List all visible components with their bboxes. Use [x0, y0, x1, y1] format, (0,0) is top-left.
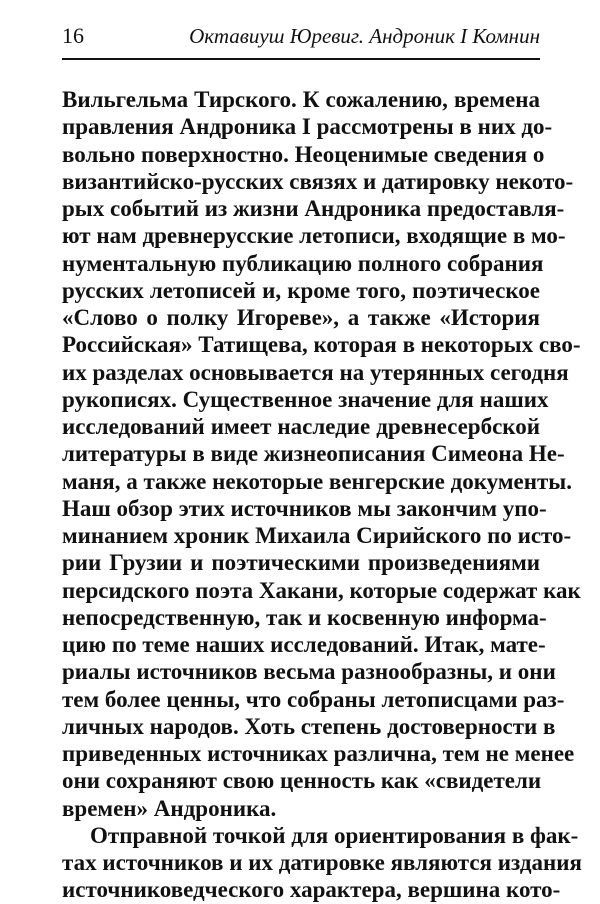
text-line: личных народов. Хоть степень достоверности в	[62, 713, 556, 739]
text-line: правления Андроника I рассмотрены в них до-	[62, 114, 553, 140]
text-line: они сохраняют свою ценность как «свидетели	[62, 768, 542, 794]
running-title: Октавиуш Юревиг. Андроник I Комнин	[189, 24, 540, 48]
text-line: времен» Андроника.	[62, 795, 277, 821]
text-line: приведенных источниках различна, тем не менее	[62, 741, 575, 766]
text-line: источниковедческого характера, вершина кото-	[62, 877, 561, 903]
text-line: рых событий из жизни Андроника предоставля-	[62, 196, 565, 221]
text-line: ют нам древнерусские летописи, входящие в мо-	[62, 223, 566, 249]
text-line: персидского поэта Хакани, которые содержат как	[62, 577, 581, 603]
text-line: Вильгельма Тирского. К сожалению, времена	[62, 87, 540, 112]
text-line: непосредственную, так и косвенную информа-	[62, 604, 547, 630]
page-header	[62, 20, 540, 54]
text-line: тах источников и их датировке являются издания	[62, 850, 582, 875]
text-line: Наш обзор этих источников мы закончим упо-	[62, 495, 547, 521]
text-line: «Слово о полку Игореве», а также «История	[62, 305, 540, 330]
text-line: минанием хроник Михаила Сирийского по исто-	[62, 523, 572, 548]
text-line: их разделах основывается на утерянных сегодня	[62, 359, 569, 385]
text-line: нументальную публикацию полного собрания	[62, 250, 544, 276]
page-number: 16	[62, 23, 84, 48]
header-rule	[62, 58, 540, 60]
text-line: литературы в виде жизнеописания Симеона Не-	[62, 441, 565, 467]
text-line: византийско-русских связях и датировку некото-	[62, 168, 574, 194]
text-line: русских летописей и, кроме того, поэтическое	[62, 277, 540, 303]
text-line: рукописях. Существенное значение для наших	[62, 386, 549, 412]
paragraph-2	[62, 822, 582, 904]
text-line: рии Грузии и поэтическими произведениями	[62, 550, 540, 576]
text-line: тем более ценны, что собраны летописцами раз-	[62, 686, 565, 712]
text-line: Российская» Татищева, которая в некоторых сво-	[62, 332, 581, 358]
text-line: вольно поверхностно. Неоценимые сведения о	[62, 141, 545, 167]
text-line: риалы источников весьма разнообразны, и они	[62, 659, 556, 685]
paragraph-1	[62, 86, 581, 822]
text-line: Отправной точкой для ориентирования в фак-	[90, 822, 579, 848]
body-text	[62, 86, 582, 904]
text-line: маня, а также некоторые венгерские документы.	[62, 468, 573, 494]
text-line: цию по теме наших исследований. Итак, мате-	[62, 632, 546, 657]
text-line: исследований имеет наследие древнесербской	[62, 414, 540, 439]
